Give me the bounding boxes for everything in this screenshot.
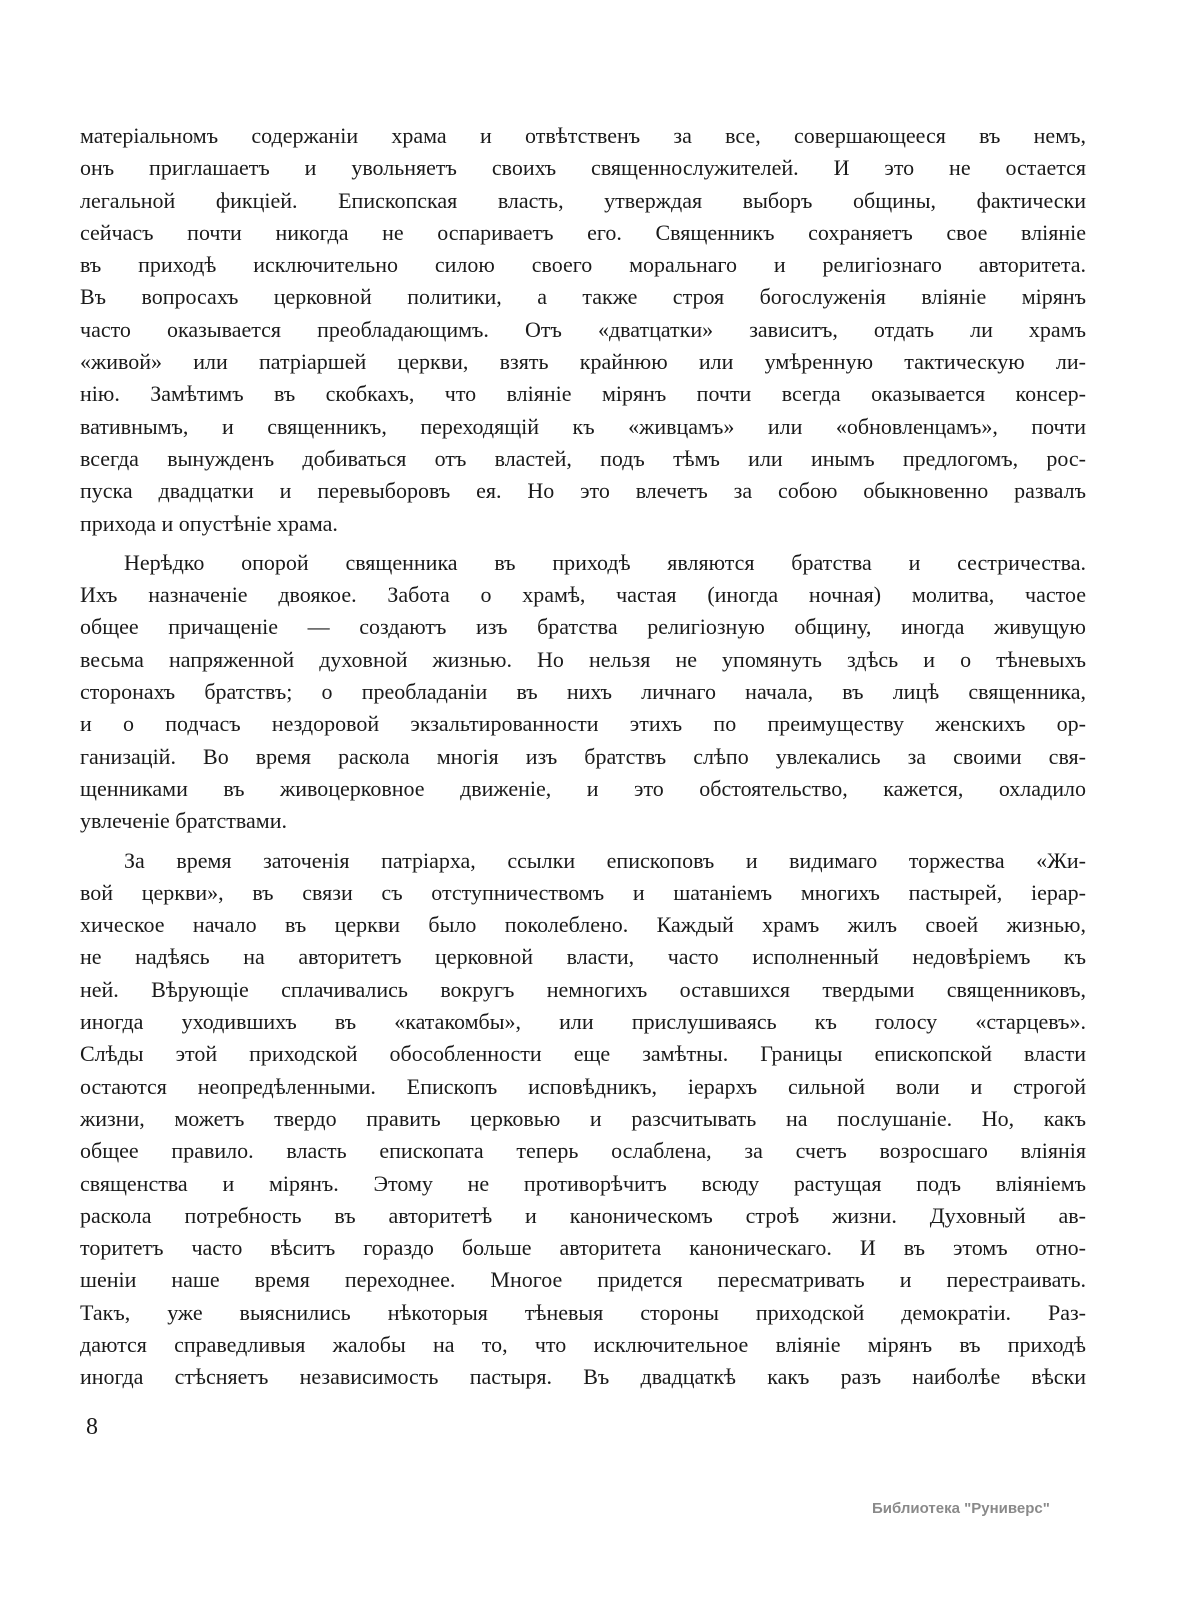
paragraph (80, 120, 1086, 540)
text-line: матеріальномъ содержаніи храма и отвѣтственъ за все, совершающееся въ немъ, (80, 123, 1086, 148)
text-line: всегда вынужденъ добиваться отъ властей, подъ тѣмъ или инымъ предлогомъ, рос- (80, 445, 1086, 471)
text-line: Ихъ назначеніе двоякое. Забота о храмѣ, частая (иногда ночная) молитва, частое (80, 582, 1086, 608)
text-line: Въ вопросахъ церковной политики, а также строя богослуженія вліяніе мірянъ (80, 284, 1086, 310)
text-line: вой церкви», въ связи съ отступничествомъ и шатаніемъ многихъ пастырей, іерар- (80, 879, 1086, 905)
text-line: иногда стѣсняетъ независимость пастыря. Въ двадцаткѣ какъ разъ наиболѣе вѣски (80, 1364, 1086, 1390)
text-line: За время заточенія патріарха, ссылки епископовъ и видимаго торжества «Жи- (124, 847, 1086, 873)
text-line: даются справедливыя жалобы на то, что исключительное вліяніе мірянъ въ приходѣ (80, 1331, 1086, 1357)
text-line: общее причащеніе — создаютъ изъ братства религіозную общину, иногда живущую (80, 614, 1086, 640)
text-line: раскола потребность въ авторитетѣ и каноническомъ строѣ жизни. Духовный ав- (80, 1202, 1086, 1228)
text-line: увлеченіе братствами. (80, 808, 287, 834)
text-line: торитетъ часто вѣситъ гораздо больше авторитета каноническаго. И въ этомъ отно- (80, 1235, 1086, 1261)
text-line: вативнымъ, и священникъ, переходящій къ «живцамъ» или «обновленцамъ», почти (80, 413, 1086, 439)
text-line: легальной фикціей. Епископская власть, утверждая выборъ общины, фактически (80, 187, 1086, 213)
text-line: прихода и опустѣніе храма. (80, 510, 338, 536)
text-line: не надѣясь на авторитетъ церковной власти, часто исполненный недовѣріемъ къ (80, 944, 1086, 970)
paragraph (80, 845, 1086, 1394)
text-line: онъ приглашаетъ и увольняетъ своихъ священнослужителей. И это не остается (80, 155, 1086, 181)
text-line: въ приходѣ исключительно силою своего моральнаго и религіознаго авторитета. (80, 252, 1086, 278)
text-line: общее правило. власть епископата теперь ослаблена, за счетъ возросшаго вліянія (80, 1138, 1086, 1164)
text-line: часто оказывается преобладающимъ. Отъ «дватцатки» зависитъ, отдать ли храмъ (80, 316, 1086, 342)
text-line: ганизацій. Во время раскола многія изъ братствъ слѣпо увлекались за своими свя- (80, 743, 1086, 769)
text-line: щенниками въ живоцерковное движеніе, и это обстоятельство, кажется, охладило (80, 775, 1086, 801)
text-line: священства и мірянъ. Этому не противорѣчитъ всюду растущая подъ вліяніемъ (80, 1170, 1086, 1196)
text-line: нію. Замѣтимъ въ скобкахъ, что вліяніе мірянъ почти всегда оказывается консер- (80, 381, 1086, 407)
text-line: весьма напряженной духовной жизнью. Но нельзя не упомянуть здѣсь и о тѣневыхъ (80, 646, 1086, 672)
text-line: Нерѣдко опорой священника въ приходѣ являются братства и сестричества. (124, 549, 1086, 575)
library-watermark: Библиотека "Руниверс" (872, 1500, 1050, 1517)
text-line: сторонахъ братствъ; о преобладаніи въ нихъ личнаго начала, въ лицѣ священника, (80, 679, 1086, 705)
paragraph (80, 547, 1086, 838)
text-line: иногда уходившихъ въ «катакомбы», или прислушиваясь къ голосу «старцевъ». (80, 1009, 1086, 1035)
text-line: Слѣды этой приходской обособленности еще замѣтны. Границы епископской власти (80, 1041, 1086, 1067)
text-line: «живой» или патріаршей церкви, взять крайнюю или умѣренную тактическую ли- (80, 349, 1086, 375)
text-line: пуска двадцатки и перевыборовъ ея. Но это влечетъ за собою обыкновенно развалъ (80, 478, 1086, 504)
page-number: 8 (86, 1414, 98, 1440)
text-line: хическое начало въ церкви было поколеблено. Каждый храмъ жилъ своей жизнью, (80, 912, 1086, 938)
text-line: шеніи наше время переходнее. Многое придется пересматривать и перестраивать. (80, 1267, 1086, 1293)
page-body (80, 120, 1086, 1394)
text-line: и о подчасъ нездоровой экзальтированности этихъ по преимуществу женскихъ ор- (80, 711, 1086, 737)
text-line: ней. Вѣрующіе сплачивались вокругъ немногихъ оставшихся твердыми священниковъ, (80, 976, 1086, 1002)
text-line: жизни, можетъ твердо править церковью и разсчитывать на послушаніе. Но, какъ (80, 1105, 1086, 1131)
text-line: Такъ, уже выяснились нѣкоторыя тѣневыя стороны приходской демократіи. Раз- (80, 1299, 1086, 1325)
text-line: остаются неопредѣленными. Епископъ исповѣдникъ, іерархъ сильной воли и строгой (80, 1073, 1086, 1099)
text-line: сейчасъ почти никогда не оспариваетъ его. Священникъ сохраняетъ свое вліяніе (80, 219, 1086, 245)
